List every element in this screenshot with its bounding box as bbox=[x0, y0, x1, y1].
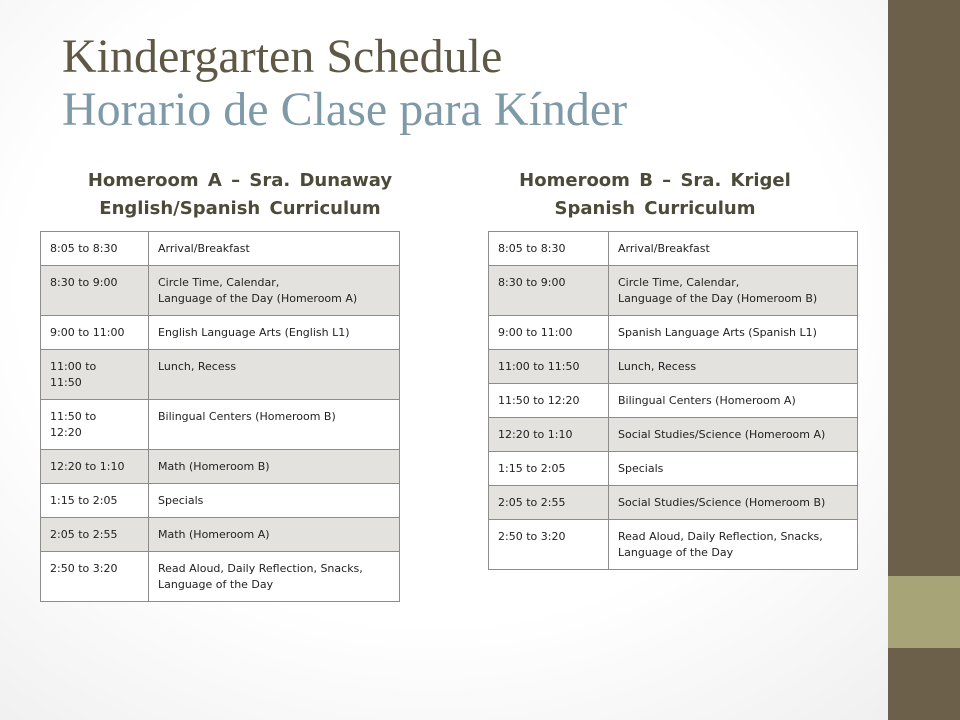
time-cell bbox=[489, 486, 609, 520]
activity-cell bbox=[609, 452, 858, 486]
title-spanish: Horario de Clase para Kínder bbox=[62, 83, 628, 136]
time-text: 8:30 to 9:00 bbox=[50, 276, 118, 289]
activity-text: Bilingual Centers (Homeroom A) bbox=[618, 394, 796, 407]
time-text-continued: 12:20 bbox=[50, 426, 82, 439]
schedule-row bbox=[41, 450, 400, 484]
schedule-row bbox=[41, 484, 400, 518]
time-cell bbox=[41, 316, 149, 350]
activity-cell bbox=[609, 316, 858, 350]
activity-text-continued: Language of the Day (Homeroom B) bbox=[618, 292, 818, 305]
activity-cell bbox=[149, 552, 400, 602]
activity-cell bbox=[149, 518, 400, 552]
homeroom-b-schedule-table bbox=[488, 231, 858, 570]
time-text: 11:50 to 12:20 bbox=[498, 394, 580, 407]
time-text: 2:50 to 3:20 bbox=[498, 530, 566, 543]
homeroom-b-curriculum: Spanish Curriculum bbox=[554, 198, 756, 219]
homeroom-a-teacher: Homeroom A – Sra. Dunaway bbox=[87, 170, 393, 191]
activity-text: Social Studies/Science (Homeroom B) bbox=[618, 496, 826, 509]
activity-cell bbox=[149, 484, 400, 518]
time-cell bbox=[489, 232, 609, 266]
activity-text: Specials bbox=[618, 462, 664, 475]
activity-text: Specials bbox=[158, 494, 204, 507]
time-text: 12:20 to 1:10 bbox=[498, 428, 573, 441]
time-text: 11:00 to 11:50 bbox=[498, 360, 580, 373]
activity-text: Lunch, Recess bbox=[158, 360, 237, 373]
activity-text: Social Studies/Science (Homeroom A) bbox=[618, 428, 826, 441]
activity-text: English Language Arts (English L1) bbox=[158, 326, 350, 339]
activity-cell bbox=[149, 316, 400, 350]
time-cell bbox=[489, 520, 609, 570]
time-cell bbox=[41, 484, 149, 518]
activity-cell bbox=[609, 350, 858, 384]
schedule-row bbox=[489, 452, 858, 486]
activity-cell bbox=[609, 384, 858, 418]
activity-cell bbox=[149, 450, 400, 484]
schedule-row bbox=[41, 266, 400, 316]
activity-text: Lunch, Recess bbox=[618, 360, 697, 373]
schedule-row bbox=[489, 384, 858, 418]
homeroom-a-schedule-table bbox=[40, 231, 400, 602]
time-text: 9:00 to 11:00 bbox=[50, 326, 125, 339]
schedule-row bbox=[489, 520, 858, 570]
activity-cell bbox=[609, 232, 858, 266]
schedule-row bbox=[41, 350, 400, 400]
homeroom-b-teacher: Homeroom B – Sra. Krigel bbox=[519, 170, 791, 191]
homeroom-b-heading bbox=[460, 167, 850, 223]
time-cell bbox=[41, 350, 149, 400]
activity-cell bbox=[149, 400, 400, 450]
time-cell bbox=[489, 418, 609, 452]
time-cell bbox=[41, 232, 149, 266]
time-text: 8:30 to 9:00 bbox=[498, 276, 566, 289]
homeroom-a-heading bbox=[40, 167, 440, 223]
activity-cell bbox=[149, 232, 400, 266]
time-cell bbox=[489, 266, 609, 316]
schedule-row bbox=[489, 316, 858, 350]
activity-text: Math (Homeroom A) bbox=[158, 528, 270, 541]
activity-text: Spanish Language Arts (Spanish L1) bbox=[618, 326, 817, 339]
activity-cell bbox=[609, 418, 858, 452]
schedule-row bbox=[41, 518, 400, 552]
time-cell bbox=[41, 400, 149, 450]
time-text: 8:05 to 8:30 bbox=[498, 242, 566, 255]
slide-title bbox=[62, 30, 862, 136]
activity-cell bbox=[149, 266, 400, 316]
time-cell bbox=[489, 316, 609, 350]
time-cell bbox=[41, 266, 149, 316]
activity-text-continued: Language of the Day bbox=[618, 546, 734, 559]
time-text: 2:05 to 2:55 bbox=[498, 496, 566, 509]
activity-text-continued: Language of the Day bbox=[158, 578, 274, 591]
time-text: 2:50 to 3:20 bbox=[50, 562, 118, 575]
time-text: 12:20 to 1:10 bbox=[50, 460, 125, 473]
schedule-row bbox=[489, 486, 858, 520]
time-text: 1:15 to 2:05 bbox=[498, 462, 566, 475]
schedule-row bbox=[489, 266, 858, 316]
schedule-row bbox=[41, 232, 400, 266]
time-text: 8:05 to 8:30 bbox=[50, 242, 118, 255]
time-text: 2:05 to 2:55 bbox=[50, 528, 118, 541]
activity-text: Circle Time, Calendar, bbox=[618, 276, 740, 289]
schedule-row bbox=[41, 552, 400, 602]
time-cell bbox=[41, 518, 149, 552]
time-text: 11:00 to bbox=[50, 360, 97, 373]
title-english: Kindergarten Schedule bbox=[62, 30, 503, 83]
schedule-row bbox=[41, 400, 400, 450]
activity-text: Arrival/Breakfast bbox=[158, 242, 250, 255]
time-text: 11:50 to bbox=[50, 410, 97, 423]
activity-text: Arrival/Breakfast bbox=[618, 242, 710, 255]
activity-text-continued: Language of the Day (Homeroom A) bbox=[158, 292, 358, 305]
schedule-row bbox=[489, 350, 858, 384]
time-text: 9:00 to 11:00 bbox=[498, 326, 573, 339]
schedule-row bbox=[41, 316, 400, 350]
schedule-row bbox=[489, 418, 858, 452]
activity-cell bbox=[609, 520, 858, 570]
time-cell bbox=[489, 350, 609, 384]
activity-cell bbox=[609, 266, 858, 316]
side-accent-block bbox=[888, 576, 960, 648]
activity-cell bbox=[149, 350, 400, 400]
activity-text: Math (Homeroom B) bbox=[158, 460, 270, 473]
time-text: 1:15 to 2:05 bbox=[50, 494, 118, 507]
time-cell bbox=[41, 450, 149, 484]
schedule-row bbox=[489, 232, 858, 266]
time-cell bbox=[489, 452, 609, 486]
time-cell bbox=[41, 552, 149, 602]
activity-cell bbox=[609, 486, 858, 520]
activity-text: Bilingual Centers (Homeroom B) bbox=[158, 410, 336, 423]
activity-text: Read Aloud, Daily Reflection, Snacks, bbox=[158, 562, 363, 575]
activity-text: Read Aloud, Daily Reflection, Snacks, bbox=[618, 530, 823, 543]
activity-text: Circle Time, Calendar, bbox=[158, 276, 280, 289]
homeroom-a-curriculum: English/Spanish Curriculum bbox=[99, 198, 381, 219]
time-cell bbox=[489, 384, 609, 418]
time-text-continued: 11:50 bbox=[50, 376, 82, 389]
